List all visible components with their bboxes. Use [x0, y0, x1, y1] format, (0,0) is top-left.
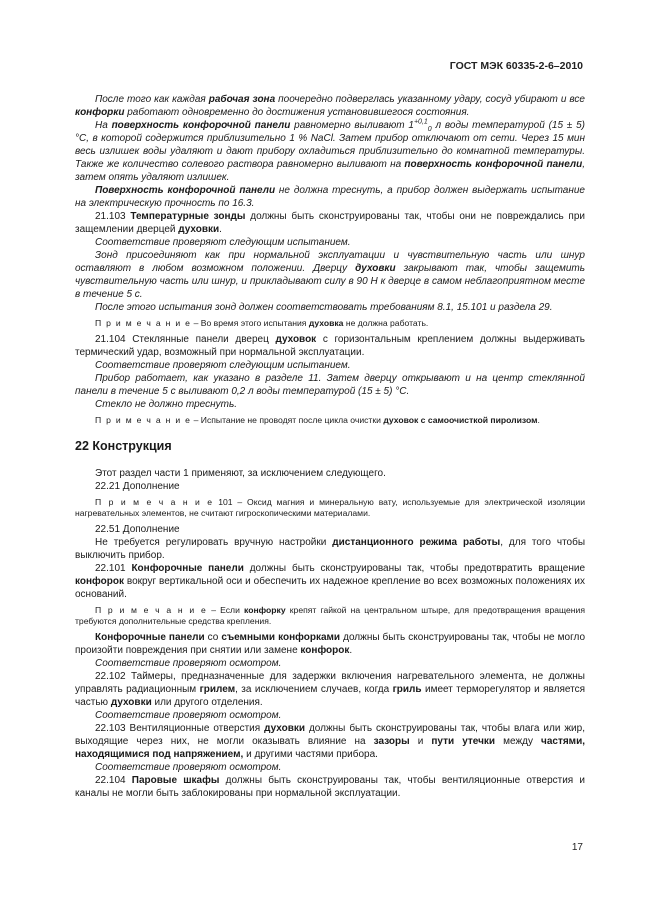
clause-22-101: 22.101 Конфорочные панели должны быть сконструированы так, чтобы предотвратить вращение конфорок вокруг вертикальной оси и обеспечить их надежное крепление во всех возможных положениях их оснований. — [75, 563, 586, 600]
clause-22-21: 22.21 Дополнение — [95, 481, 180, 492]
paragraph: Стекло не должно треснуть. — [95, 399, 237, 410]
paragraph: После того как каждая рабочая зона поочередно подверглась указанному удару, сосуд убирают и все конфорки работают одновременно до достижения установившегося состояния. — [75, 94, 585, 118]
paragraph: На поверхность конфорочной панели равномерно выливают $1^{+0,1}_0$ л воды температурой (15 ± 5) °С, в которой содержится приблизительно 1 % NaCl. Затем прибор отключают от сети. Через 15 мин весь излишек воды удаляют и дают прибору охладиться приблизительно до комнатной температуры. Также же количество солевого раствора равномерно выливают на поверхность конфорочной панели, затем опять удаляют излишек. — [75, 118, 585, 183]
paragraph: Соответствие проверяют следующим испытанием. — [95, 237, 351, 248]
document-header: ГОСТ МЭК 60335-2-6–2010 — [449, 60, 583, 72]
clause-22-102: 22.102 Таймеры, предназначенные для задержки включения нагревательного элемента, не должны управлять радиационным грилем, за исключением случаев, когда гриль имеет терморегулятор и является частью духовки или другого отделения. — [75, 671, 585, 708]
section-heading: 22 Конструкция — [75, 439, 172, 453]
clause-22-104: 22.104 Паровые шкафы должны быть сконструированы так, чтобы вентиляционные отверстия и каналы не могли быть заблокированы при нормальной эксплуатации. — [75, 775, 585, 799]
paragraph: Соответствие проверяют осмотром. — [95, 658, 282, 669]
clause-22-51: 22.51 Дополнение — [95, 524, 180, 535]
clause-21-103: 21.103 Температурные зонды должны быть сконструированы так, чтобы они не повреждались при защемлении дверцей духовки. — [75, 211, 585, 235]
note: П р и м е ч а н и е – Если конфорку крепят гайкой на центральном штыре, для предотвращения вращения требуются дополнительные средства крепления. — [75, 605, 585, 626]
paragraph: Соответствие проверяют осмотром. — [95, 710, 282, 721]
paragraph: Прибор работает, как указано в разделе 11. Затем дверцу открывают и на центр стеклянной панели в течение 5 с выливают 0,2 л воды температурой (15 ± 5) °С. — [75, 373, 585, 397]
page-number: 17 — [571, 842, 583, 853]
paragraph: Конфорочные панели со съемными конфорками должны быть сконструированы так, чтобы не могло произойти повреждения при снятии или замене конфорок. — [75, 632, 586, 656]
paragraph: Этот раздел части 1 применяют, за исключением следующего. — [95, 468, 386, 479]
document-body — [75, 93, 585, 800]
paragraph: Соответствие проверяют следующим испытанием. — [95, 360, 351, 371]
paragraph: Зонд присоединяют как при нормальной эксплуатации и чувствительную часть или шнур оставляют в любом возможном положении. Дверцу духовки закрывают так, чтобы защемить чувствительную часть или шнур, и прикладывают силу в 90 Н к дверце в самом неблагоприятном месте в течение 5 с. — [75, 250, 585, 300]
paragraph: Не требуется регулировать вручную настройки дистанционного режима работы, для того чтобы выключить прибор. — [75, 537, 586, 561]
note: П р и м е ч а н и е – Во время этого испытания духовка не должна работать. — [95, 318, 429, 328]
note: П р и м е ч а н и е – Испытание не проводят после цикла очистки духовок с самоочисткой пиролизом. — [95, 415, 540, 425]
paragraph: После этого испытания зонд должен соответствовать требованиям 8.1, 15.101 и раздела 29. — [95, 302, 553, 313]
clause-22-103: 22.103 Вентиляционные отверстия духовки должны быть сконструированы так, чтобы влага или жир, выходящие через них, не могли оказывать влияние на зазоры и пути утечки между частями, находящимися под напряжением, и другими частями прибора. — [75, 723, 585, 760]
note: П р и м е ч а н и е 101 – Оксид магния и минеральную вату, используемые для электрической изоляции нагревательных элементов, не считают гигроскопическими материалами. — [75, 497, 586, 518]
paragraph: Поверхность конфорочной панели не должна треснуть, а прибор должен выдержать испытание на электрическую прочность по 16.3. — [75, 185, 585, 209]
clause-21-104: 21.104 Стеклянные панели дверец духовок с горизонтальным креплением должны выдерживать термический удар, возможный при нормальной эксплуатации. — [75, 334, 586, 358]
paragraph: Соответствие проверяют осмотром. — [95, 762, 282, 773]
